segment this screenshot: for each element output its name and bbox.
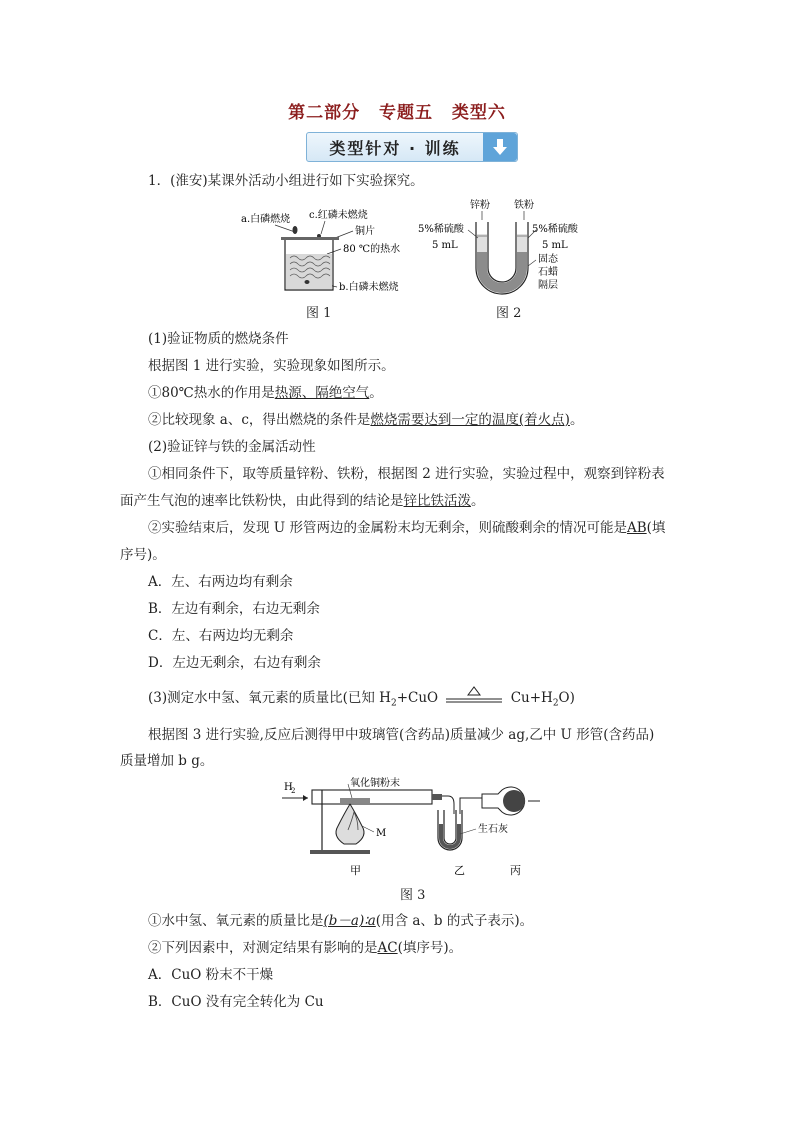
svg-text:2: 2 — [291, 787, 296, 795]
fig2-label-wax-3: 隔层 — [538, 280, 558, 291]
part3-title: (3)测定水中氢、氧元素的质量比(已知 $H_2+CuO$ $Cu+H_2O$) — [148, 688, 575, 714]
part2-q2-end: (填 — [646, 520, 666, 536]
part3-q2 — [148, 938, 462, 958]
part1-q2-end: 。 — [569, 412, 584, 428]
part2-option-a: A．左、右两边均有剩余 — [148, 574, 293, 590]
fig2-label-vol-left: 5 mL — [432, 240, 458, 251]
fig2-label-acid-right: 5%稀硫酸 — [532, 224, 578, 235]
part3-q2-answer: AC — [377, 940, 398, 956]
fig1-label-a: a.白磷燃烧 — [241, 214, 291, 225]
title-topic: 专题五 — [379, 103, 433, 123]
banner-label: 类型针对 · 训练 — [329, 138, 461, 158]
figure-3-apparatus — [282, 774, 554, 878]
part1-title: (1)验证物质的燃烧条件 — [148, 331, 289, 347]
title-part: 第二部分 — [288, 103, 361, 123]
fig3-label-lime: 生石灰 — [478, 824, 508, 835]
part3-q2-end: (填序号)。 — [397, 940, 463, 956]
fig1-label-cu: 铜片 — [355, 226, 375, 237]
part2-title: (2)验证锌与铁的金属活动性 — [148, 439, 316, 455]
fig2-label-vol-right: 5 mL — [542, 240, 568, 251]
figure-1-caption: 图 1 — [306, 306, 332, 321]
part1-q2-text: ②比较现象 a、c，得出燃烧的条件是 — [148, 412, 371, 428]
part3-line1: 根据图 3 进行实验,反应后测得甲中玻璃管(含药品)质量减少 ag,乙中 U 形管(含药品) — [148, 727, 655, 743]
part3-option-a: A．CuO 粉末不干燥 — [148, 967, 274, 983]
down-arrow-icon — [483, 133, 517, 161]
title-type: 类型六 — [451, 103, 506, 123]
part3-q1-text: ①水中氢、氧元素的质量比是 — [148, 913, 324, 929]
part2-q1-line2 — [120, 491, 485, 511]
fig3-label-m: M — [376, 828, 387, 839]
part3-line2: 质量增加 b g。 — [120, 753, 214, 769]
part2-option-c: C．左、右两边均无剩余 — [148, 628, 294, 644]
fig2-label-acid-left: 5%稀硫酸 — [418, 224, 464, 235]
figure-2-caption: 图 2 — [496, 306, 522, 321]
figure-2-u-tube — [418, 196, 588, 300]
part1-line1: 根据图 1 进行实验，实验现象如图所示。 — [148, 358, 395, 374]
part2-q1-line1: ①相同条件下，取等质量锌粉、铁粉，根据图 2 进行实验，实验过程中，观察到锌粉表 — [148, 466, 665, 482]
part3-title-text: (3)测定水中氢、氧元素的质量比(已知 H — [148, 690, 391, 706]
part2-option-b: B．左边有剩余，右边无剩余 — [148, 601, 320, 617]
fig2-label-zn: 锌粉 — [470, 200, 490, 211]
part3-q2-text: ②下列因素中，对测定结果有影响的是 — [148, 940, 378, 956]
fig3-label-h2: H — [284, 782, 293, 793]
part2-q1-end: 。 — [471, 493, 485, 509]
part1-q2-answer: 燃烧需要达到一定的温度(着火点) — [370, 412, 570, 428]
part3-title-end: O) — [558, 690, 575, 706]
heat-arrow-icon — [442, 689, 506, 709]
fig1-label-water: 80 ℃的热水 — [343, 244, 401, 255]
fig3-label-cuo: 氧化铜粉末 — [350, 778, 400, 789]
part1-q1-answer: 热源、隔绝空气 — [274, 385, 370, 401]
part3-q1-answer: (b－a)∶a — [323, 913, 376, 929]
part2-q2-text: ②实验结束后，发现 U 形管两边的金属粉末均无剩余，则硫酸剩余的情况可能是 — [148, 520, 627, 536]
question-intro: 1．(淮安)某课外活动小组进行如下实验探究。 — [148, 173, 424, 189]
part2-q2-answer: AB — [626, 520, 647, 536]
fig3-label-jia: 甲 — [350, 864, 361, 877]
fig3-label-bing: 丙 — [510, 864, 521, 877]
part1-q1-text: ①80℃热水的作用是 — [148, 385, 275, 401]
page-title — [0, 98, 794, 123]
part2-q2-line2: 序号)。 — [120, 547, 166, 563]
fig1-label-b: b.白磷未燃烧 — [339, 282, 399, 293]
part3-title-reactant: +CuO — [396, 690, 439, 706]
part3-option-b: B．CuO 没有完全转化为 Cu — [148, 994, 324, 1010]
figure-3-caption: 图 3 — [400, 888, 426, 903]
part3-title-product: Cu+H — [510, 690, 553, 706]
part1-q2 — [148, 410, 583, 430]
part1-q1-end: 。 — [369, 385, 383, 401]
figure-1-combustion — [235, 198, 435, 302]
part2-option-d: D．左边无剩余，右边有剩余 — [148, 655, 321, 671]
part3-q1 — [148, 911, 533, 931]
section-banner — [306, 132, 518, 162]
part1-q1 — [148, 383, 383, 403]
fig3-label-yi: 乙 — [454, 864, 465, 877]
part2-q1-answer: 锌比铁活泼 — [403, 493, 471, 509]
part2-q2-line1 — [148, 518, 665, 538]
fig2-label-wax-2: 石蜡 — [538, 267, 558, 278]
part3-q1-end: (用含 a、b 的式子表示)。 — [375, 913, 534, 929]
fig2-label-wax-1: 固态 — [538, 254, 558, 265]
fig2-label-fe: 铁粉 — [514, 200, 534, 211]
part2-q1-text: 面产生气泡的速率比铁粉快，由此得到的结论是 — [120, 493, 404, 509]
fig1-label-c: c.红磷未燃烧 — [309, 210, 368, 221]
